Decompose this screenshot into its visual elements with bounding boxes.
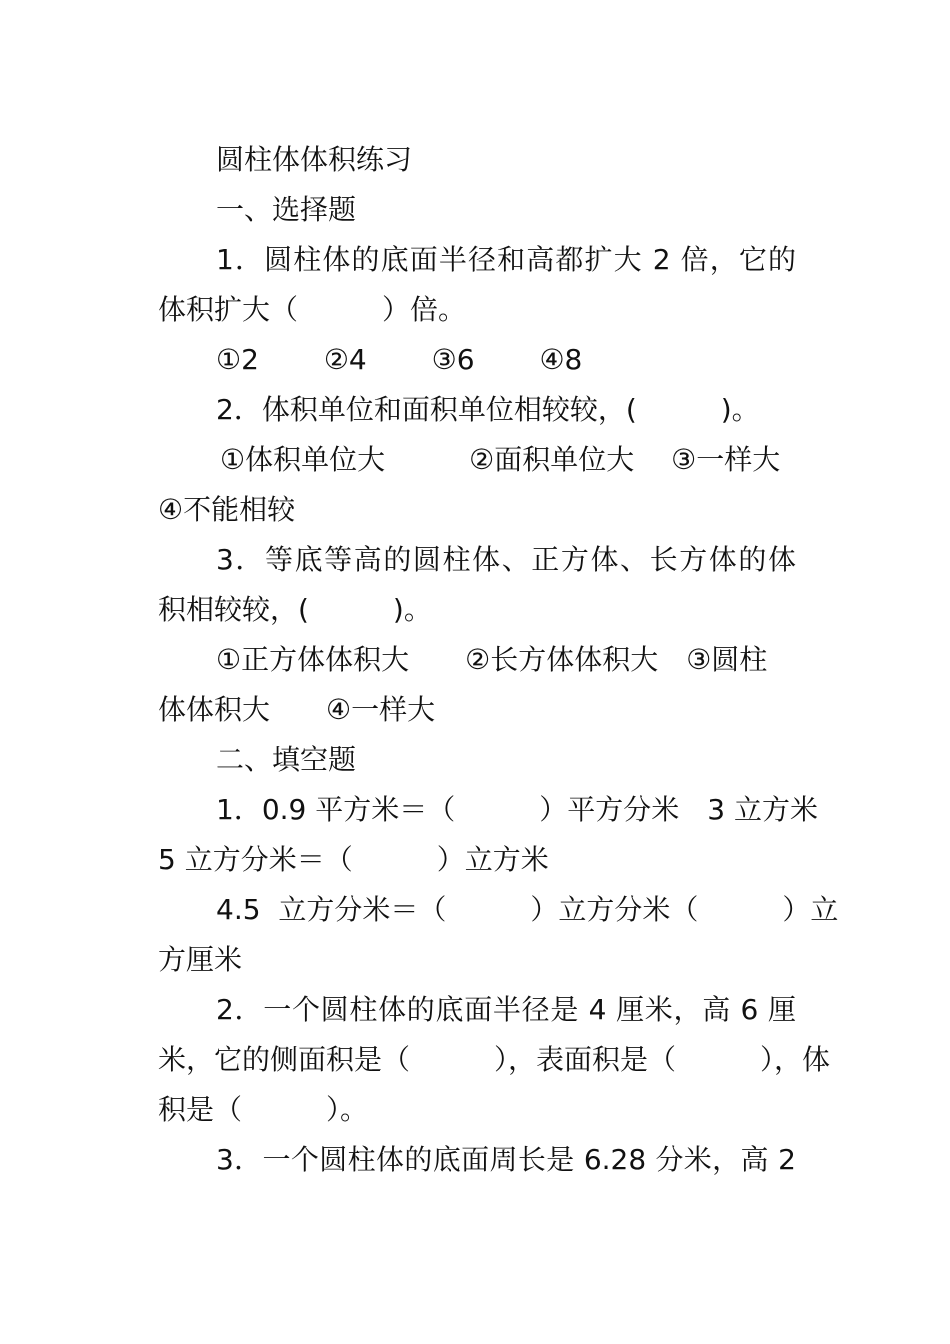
question-2-text: 2．体积单位和面积单位相较较，( )。 (216, 393, 760, 426)
question-3-text: 3．等底等高的圆柱体、正方体、长方体的体 (216, 543, 796, 576)
question-2-options-continued: ④不能相较 (158, 493, 296, 526)
section-heading-fill-in: 二、填空题 (216, 743, 357, 776)
section-heading-multiple-choice: 一、选择题 (216, 193, 357, 226)
fill-1-text-line-3: 4.5 立方分米＝（ ）立方分米（ ）立 (216, 893, 839, 926)
fill-1-text-line-4: 方厘米 (158, 943, 243, 976)
question-3-text-continued: 积相较较，( )。 (158, 593, 432, 626)
question-1-text: 1．圆柱体的底面半径和高都扩大 2 倍，它的 (216, 243, 796, 276)
fill-2-text-line-3: 积是（ ）。 (158, 1093, 369, 1126)
worksheet-title: 圆柱体体积练习 (216, 143, 413, 176)
question-3-options-continued: 体体积大 ④一样大 (158, 693, 436, 726)
question-1-text-continued: 体积扩大（ ）倍。 (158, 293, 467, 326)
fill-3-text: 3．一个圆柱体的底面周长是 6.28 分米，高 2 (216, 1143, 796, 1176)
fill-2-text-line-2: 米，它的侧面积是（ ），表面积是（ ），体 (158, 1043, 831, 1076)
question-2-options: ①体积单位大 ②面积单位大 ③一样大 (220, 443, 781, 476)
fill-1-text: 1．0.9 平方米＝（ ）平方分米 3 立方米 (216, 793, 818, 826)
question-3-options: ①正方体体积大 ②长方体体积大 ③圆柱 (216, 643, 768, 676)
fill-2-text: 2．一个圆柱体的底面半径是 4 厘米，高 6 厘 (216, 993, 796, 1026)
fill-1-text-line-2: 5 立方分米＝（ ）立方米 (158, 843, 549, 876)
question-1-options: ①2 ②4 ③6 ④8 (216, 343, 583, 376)
